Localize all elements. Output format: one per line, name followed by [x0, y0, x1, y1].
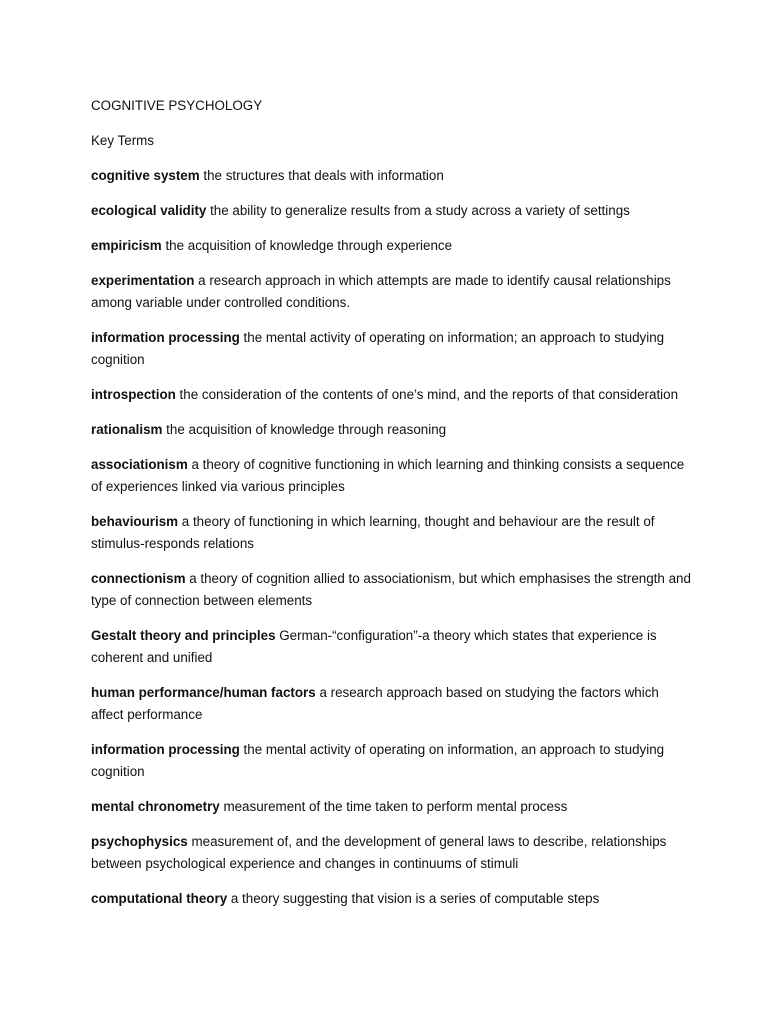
term-definition: a theory of cognitive functioning in which learning and thinking consists a sequence of experiences linked via various principles — [91, 457, 685, 494]
term-definition: German-“configuration”-a theory which states that experience is coherent and unified — [91, 628, 657, 665]
term-entry — [91, 270, 691, 314]
term-definition: the consideration of the contents of one’s mind, and the reports of that consideration — [175, 387, 679, 402]
term-name: computational theory — [91, 891, 228, 906]
term-definition: the acquisition of knowledge through experience — [161, 238, 453, 253]
term-entry — [91, 454, 691, 498]
term-entry — [91, 511, 691, 555]
term-definition: measurement of the time taken to perform mental process — [219, 799, 568, 814]
term-definition: the mental activity of operating on information; an approach to studying cognition — [91, 330, 665, 367]
term-definition: the mental activity of operating on information, an approach to studying cognition — [91, 742, 665, 779]
term-name: information processing — [91, 330, 240, 345]
term-entry — [91, 327, 691, 371]
term-entry — [91, 739, 691, 783]
term-definition: the structures that deals with information — [199, 168, 444, 183]
term-name: associationism — [91, 457, 188, 472]
term-name: empiricism — [91, 238, 162, 253]
document-body — [91, 95, 691, 923]
term-entry — [91, 235, 691, 257]
term-definition: a theory suggesting that vision is a series of computable steps — [227, 891, 600, 906]
term-definition: the acquisition of knowledge through reasoning — [162, 422, 447, 437]
term-entry — [91, 888, 691, 910]
term-name: rationalism — [91, 422, 163, 437]
term-name: psychophysics — [91, 834, 188, 849]
term-entry — [91, 165, 691, 187]
term-name: introspection — [91, 387, 176, 402]
term-entry — [91, 831, 691, 875]
term-list — [91, 165, 691, 910]
term-definition: a theory of functioning in which learning, thought and behaviour are the result of stimulus-responds relations — [91, 514, 655, 551]
term-name: cognitive system — [91, 168, 200, 183]
document-title: COGNITIVE PSYCHOLOGY — [91, 98, 263, 113]
term-definition: measurement of, and the development of general laws to describe, relationships between psychological experience and changes in continuums of stimuli — [91, 834, 667, 871]
document-subtitle: Key Terms — [91, 133, 155, 148]
term-entry — [91, 796, 691, 818]
term-entry — [91, 419, 691, 441]
term-name: information processing — [91, 742, 240, 757]
term-definition: a theory of cognition allied to associationism, but which emphasises the strength and type of connection between elements — [91, 571, 691, 608]
term-entry — [91, 200, 691, 222]
term-entry — [91, 625, 691, 669]
term-definition: the ability to generalize results from a study across a variety of settings — [206, 203, 630, 218]
term-name: experimentation — [91, 273, 195, 288]
term-entry — [91, 568, 691, 612]
term-name: behaviourism — [91, 514, 179, 529]
term-definition: a research approach based on studying the factors which affect performance — [91, 685, 659, 722]
term-name: human performance/human factors — [91, 685, 316, 700]
term-entry — [91, 682, 691, 726]
term-name: ecological validity — [91, 203, 207, 218]
term-entry — [91, 384, 691, 406]
term-name: connectionism — [91, 571, 186, 586]
term-name: mental chronometry — [91, 799, 220, 814]
term-definition: a research approach in which attempts are made to identify causal relationships among variable under controlled conditions. — [91, 273, 671, 310]
term-name: Gestalt theory and principles — [91, 628, 276, 643]
